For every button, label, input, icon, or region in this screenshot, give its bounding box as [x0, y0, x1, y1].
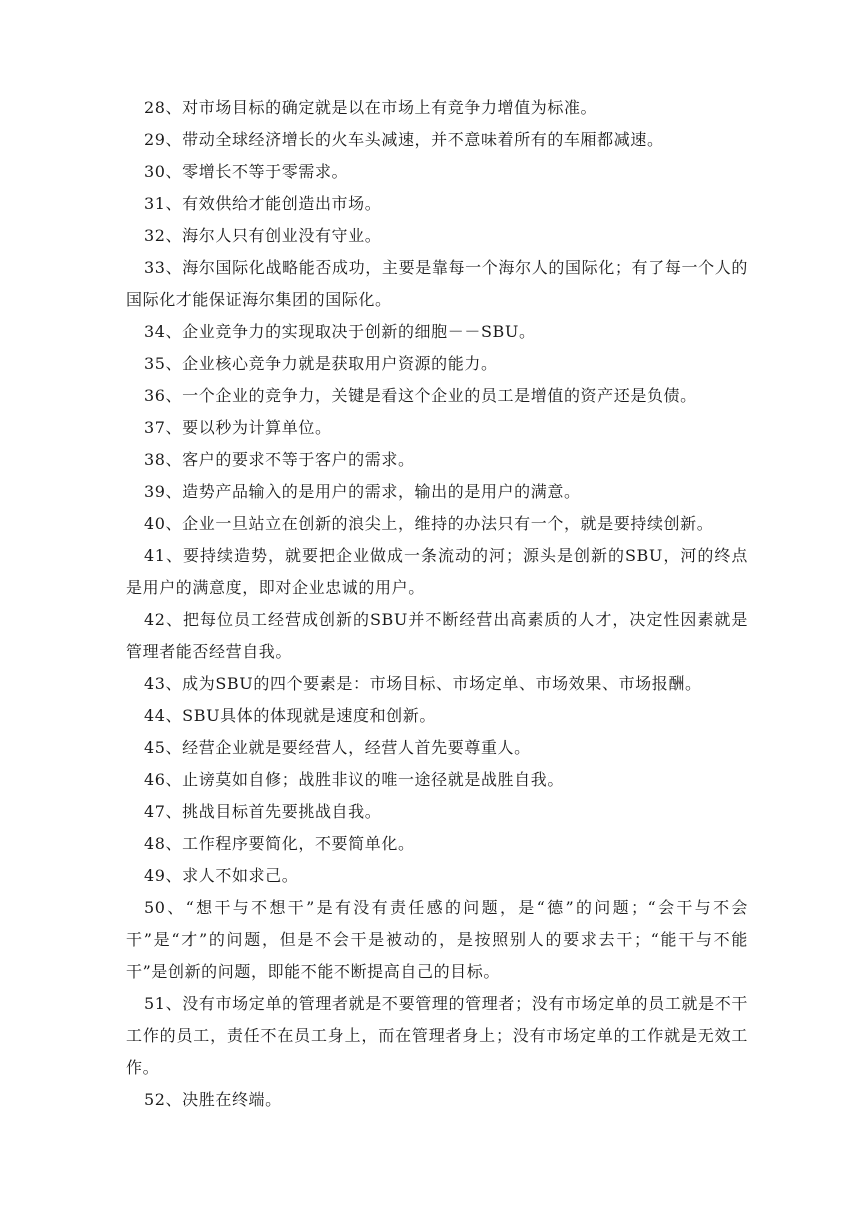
list-item: 39、造势产品输入的是用户的需求，输出的是用户的满意。 [144, 482, 581, 501]
list-item: 34、企业竞争力的实现取决于创新的细胞－－SBU。 [144, 322, 536, 341]
list-item: 31、有效供给才能创造出市场。 [144, 194, 382, 213]
list-item: 41、要持续造势，就要把企业做成一条流动的河；源头是创新的SBU，河的终点是用户的满意度，即对企业忠诚的用户。 [126, 546, 748, 597]
list-item: 32、海尔人只有创业没有守业。 [144, 226, 382, 245]
document-body [126, 92, 748, 1116]
list-item: 30、零增长不等于零需求。 [144, 162, 349, 181]
list-item: 47、挑战目标首先要挑战自我。 [144, 802, 382, 821]
list-item: 49、求人不如求己。 [144, 866, 299, 885]
list-item: 36、一个企业的竞争力，关键是看这个企业的员工是增值的资产还是负债。 [144, 386, 697, 405]
list-item: 33、海尔国际化战略能否成功，主要是靠每一个海尔人的国际化；有了每一个人的国际化才能保证海尔集团的国际化。 [126, 258, 748, 309]
list-item: 45、经营企业就是要经营人，经营人首先要尊重人。 [144, 738, 531, 757]
list-item: 37、要以秒为计算单位。 [144, 418, 332, 437]
list-item: 29、带动全球经济增长的火车头减速，并不意味着所有的车厢都减速。 [144, 130, 664, 149]
list-item: 42、把每位员工经营成创新的SBU并不断经营出高素质的人才，决定性因素就是管理者能否经营自我。 [126, 610, 748, 661]
list-item: 38、客户的要求不等于客户的需求。 [144, 450, 415, 469]
list-item: 44、SBU具体的体现就是速度和创新。 [144, 706, 436, 725]
list-item: 40、企业一旦站立在创新的浪尖上，维持的办法只有一个，就是要持续创新。 [144, 514, 714, 533]
list-item: 52、决胜在终端。 [144, 1090, 282, 1109]
list-item: 43、成为SBU的四个要素是：市场目标、市场定单、市场效果、市场报酬。 [144, 674, 702, 693]
list-item: 35、企业核心竞争力就是获取用户资源的能力。 [144, 354, 498, 373]
list-item: 50、“想干与不想干”是有没有责任感的问题，是“德”的问题；“会干与不会干”是“才”的问题，但是不会干是被动的，是按照别人的要求去干；“能干与不能干”是创新的问题，即能不能不断提高自己的目标。 [126, 898, 748, 981]
list-item: 48、工作程序要简化，不要简单化。 [144, 834, 415, 853]
list-item: 46、止谤莫如自修；战胜非议的唯一途径就是战胜自我。 [144, 770, 564, 789]
list-item: 51、没有市场定单的管理者就是不要管理的管理者；没有市场定单的员工就是不干工作的员工，责任不在员工身上，而在管理者身上；没有市场定单的工作就是无效工作。 [126, 994, 748, 1077]
list-item: 28、对市场目标的确定就是以在市场上有竞争力增值为标准。 [144, 98, 598, 117]
